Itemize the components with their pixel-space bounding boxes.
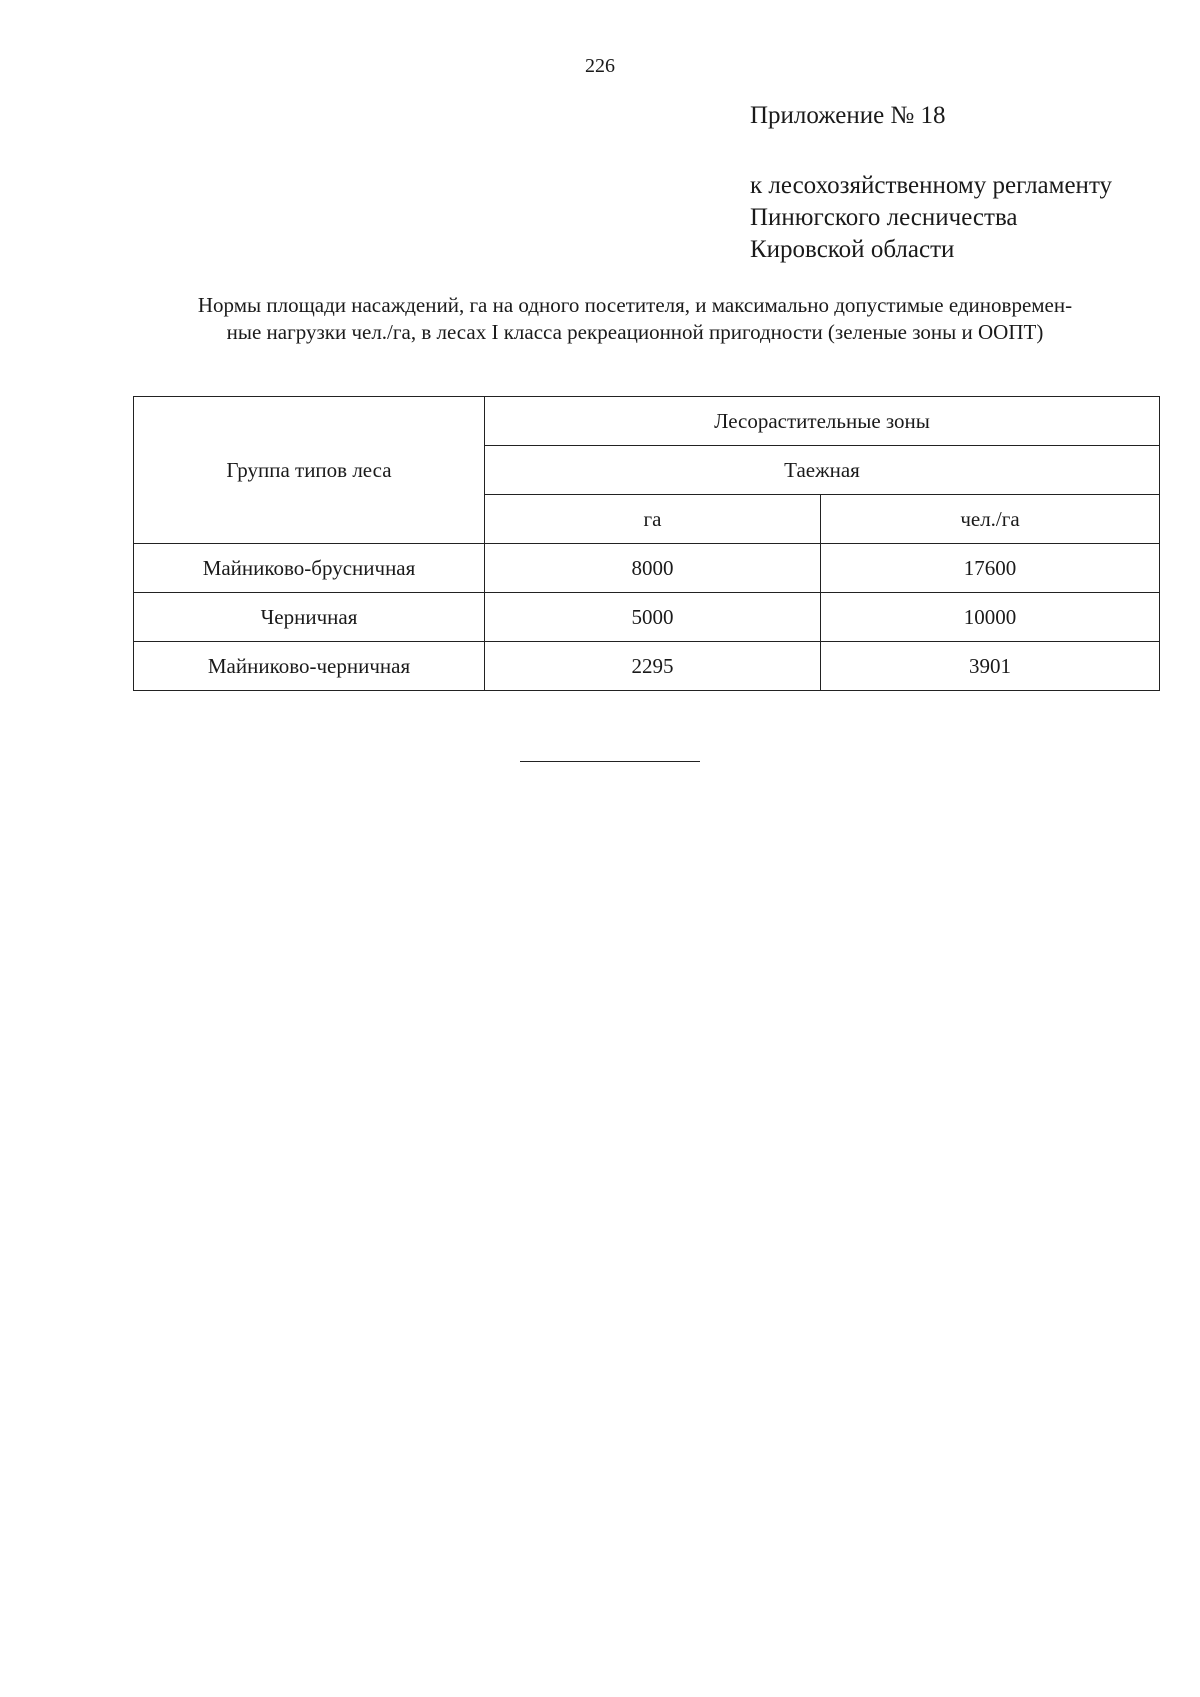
document-title-line: ные нагрузки чел./га, в лесах I класса рекреационной пригодности (зеленые зоны и ООПТ): [226, 320, 1044, 344]
document-title: [110, 292, 1160, 346]
appendix-title: Приложение № 18: [750, 102, 946, 129]
cell-group: Майниково-черничная: [134, 642, 485, 691]
appendix-ref-line: Кировской области: [750, 236, 955, 263]
header-forest-zones: Лесорастительные зоны: [485, 397, 1160, 446]
cell-people: 17600: [821, 544, 1160, 593]
appendix-block: [750, 100, 1180, 266]
cell-group: Майниково-брусничная: [134, 544, 485, 593]
header-col-people: чел./га: [821, 495, 1160, 544]
appendix-ref-line: к лесохозяйственному регламенту: [750, 172, 1113, 199]
cell-people: 10000: [821, 593, 1160, 642]
table-row: [134, 642, 1160, 691]
end-divider: [520, 761, 700, 762]
cell-group: Черничная: [134, 593, 485, 642]
cell-ha: 5000: [485, 593, 821, 642]
appendix-reference: [750, 170, 1180, 266]
document-title-line: Нормы площади насаждений, га на одного посетителя, и максимально допустимые единовремен-: [197, 293, 1073, 317]
header-col-ha: га: [485, 495, 821, 544]
header-zone-taiga: Таежная: [485, 446, 1160, 495]
table-row: [134, 544, 1160, 593]
appendix-ref-line: Пинюгского лесничества: [750, 204, 1018, 231]
cell-people: 3901: [821, 642, 1160, 691]
cell-ha: 8000: [485, 544, 821, 593]
header-forest-group: Группа типов леса: [134, 397, 485, 544]
norms-table: [133, 396, 1160, 691]
page-number: 226: [585, 55, 615, 77]
table-row: [134, 593, 1160, 642]
table-header-row: [134, 397, 1160, 446]
cell-ha: 2295: [485, 642, 821, 691]
